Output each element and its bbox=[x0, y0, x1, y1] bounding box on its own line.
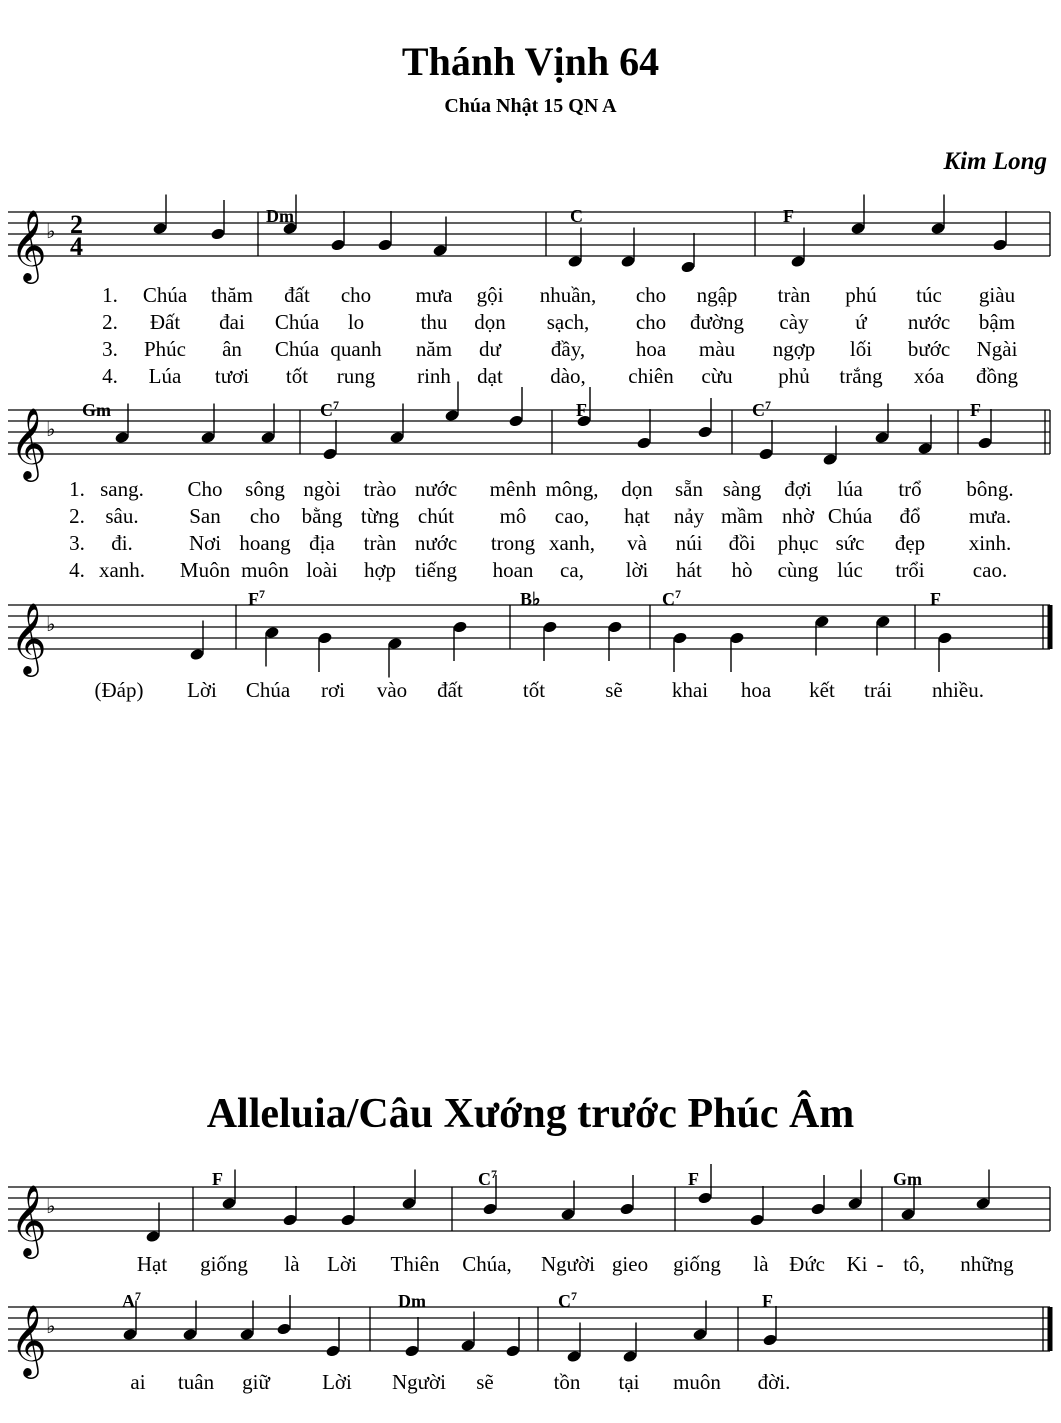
lyric-syllable: lúa bbox=[837, 477, 863, 501]
lyric-syllable: (Đáp) bbox=[94, 678, 144, 702]
lyric-syllable: Muôn bbox=[179, 558, 231, 582]
lyric-syllable: bậm bbox=[978, 310, 1016, 334]
lyric-syllable: núi bbox=[675, 531, 703, 555]
page-title: Thánh Vịnh 64 bbox=[401, 39, 660, 84]
lyric-syllable: hát bbox=[676, 558, 702, 582]
chord-symbol: C bbox=[570, 206, 583, 226]
page-subtitle: Chúa Nhật 15 QN A bbox=[444, 95, 617, 117]
lyric-syllable: mênh bbox=[489, 477, 537, 501]
lyric-syllable: trổ bbox=[898, 477, 922, 501]
alleluia-title: Alleluia/Câu Xướng trước Phúc Âm bbox=[206, 1091, 855, 1137]
lyric-syllable: Nơi bbox=[188, 531, 222, 555]
lyric-syllable: kết bbox=[809, 678, 835, 702]
treble-clef-icon: 𝄞 bbox=[10, 406, 47, 479]
lyric-syllable: sạch, bbox=[546, 310, 590, 334]
lyric-syllable: lời bbox=[625, 558, 649, 582]
lyric-syllable: tươi bbox=[214, 364, 250, 388]
lyric-syllable: túc bbox=[916, 283, 942, 307]
lyric-syllable: 2. bbox=[69, 504, 85, 528]
lyric-syllable: hoang bbox=[239, 531, 291, 555]
chord-symbol: F bbox=[783, 206, 794, 226]
lyric-syllable: loài bbox=[306, 558, 338, 582]
lyric-syllable: năm bbox=[415, 337, 453, 361]
lyric-syllable: cao. bbox=[972, 558, 1008, 582]
lyric-syllable: dư bbox=[479, 337, 501, 361]
lyric-syllable: bằng bbox=[301, 504, 343, 528]
lyric-syllable: Người bbox=[392, 1370, 446, 1394]
lyric-syllable: 1. bbox=[102, 283, 118, 307]
lyric-syllable: là bbox=[284, 1252, 300, 1276]
lyric-syllable: phủ bbox=[778, 364, 810, 388]
lyric-syllable: sông bbox=[245, 477, 285, 501]
time-signature-top: 2 bbox=[70, 210, 83, 239]
alleluia-staff-system-1 bbox=[0, 1165, 1061, 1285]
lyric-syllable: rung bbox=[336, 364, 376, 388]
lyric-syllable: tô, bbox=[903, 1252, 925, 1276]
lyric-syllable: - bbox=[876, 1252, 884, 1276]
lyric-syllable: mầm bbox=[721, 504, 763, 528]
lyric-syllable: đai bbox=[219, 310, 245, 334]
psalm-response-staff bbox=[0, 585, 1061, 705]
lyric-syllable: cừu bbox=[701, 364, 733, 388]
chord-symbol: $A^7$ bbox=[122, 1289, 141, 1311]
lyric-syllable: Lời bbox=[327, 1252, 357, 1276]
lyric-syllable: Người bbox=[541, 1252, 595, 1276]
treble-clef-icon: 𝄞 bbox=[10, 1303, 47, 1376]
lyric-syllable: 3. bbox=[102, 337, 118, 361]
lyric-syllable: phú bbox=[845, 283, 877, 307]
lyric-syllable: màu bbox=[698, 337, 736, 361]
lyric-syllable: cày bbox=[779, 310, 809, 334]
lyric-syllable: nước bbox=[414, 531, 458, 555]
lyric-syllable: Lời bbox=[322, 1370, 352, 1394]
lyric-syllable: từng bbox=[360, 504, 400, 528]
lyric-syllable: xanh, bbox=[548, 531, 596, 555]
lyric-syllable: dạt bbox=[477, 364, 503, 388]
lyric-syllable: lo bbox=[347, 310, 365, 334]
chord-symbol: F bbox=[930, 589, 941, 609]
lyric-syllable: nhờ bbox=[781, 504, 815, 528]
chord-symbol: $C^7$ bbox=[478, 1167, 497, 1189]
lyric-syllable: 2. bbox=[102, 310, 118, 334]
psalm-staff-system-2 bbox=[0, 388, 1061, 588]
lyric-syllable: ngập bbox=[696, 283, 738, 307]
lyric-syllable: hạt bbox=[624, 504, 650, 528]
lyric-syllable: vào bbox=[376, 678, 408, 702]
lyric-syllable: đường bbox=[690, 310, 744, 334]
chord-symbol: F bbox=[212, 1169, 223, 1189]
lyric-syllable: hò bbox=[731, 558, 753, 582]
lyric-syllable: đất bbox=[284, 283, 310, 307]
lyric-syllable: giống bbox=[673, 1252, 721, 1276]
key-flat-icon: ♭ bbox=[46, 1314, 56, 1338]
lyric-syllable: mưa bbox=[415, 283, 453, 307]
chord-symbol: $C^7$ bbox=[752, 398, 771, 420]
lyric-syllable: xóa bbox=[913, 364, 945, 388]
lyric-syllable: dào, bbox=[550, 364, 586, 388]
lyric-syllable: đồng bbox=[976, 364, 1018, 388]
lyric-syllable: Hạt bbox=[136, 1252, 168, 1276]
lyric-syllable: trắng bbox=[839, 364, 883, 388]
lyric-syllable: khai bbox=[671, 678, 709, 702]
chord-symbol: Gm bbox=[82, 400, 111, 420]
lyric-syllable: sẵn bbox=[675, 477, 703, 501]
lyric-syllable: đời. bbox=[757, 1370, 791, 1394]
chord-symbol: F bbox=[688, 1169, 699, 1189]
lyric-syllable: cùng bbox=[777, 558, 819, 582]
lyric-syllable: trào bbox=[363, 477, 397, 501]
lyric-syllable: nhuần, bbox=[539, 283, 597, 307]
lyric-syllable: Chúa bbox=[142, 283, 188, 307]
lyric-syllable: lối bbox=[849, 337, 873, 361]
lyric-syllable: cao, bbox=[554, 504, 590, 528]
chord-symbol: $C^7$ bbox=[662, 587, 681, 609]
lyric-syllable: cho bbox=[249, 504, 281, 528]
psalm-staff-system-1 bbox=[0, 200, 1061, 400]
lyric-syllable: ứ bbox=[855, 310, 867, 334]
chord-symbol: F bbox=[576, 400, 587, 420]
lyric-syllable: tuân bbox=[177, 1370, 215, 1394]
chord-symbol: F bbox=[970, 400, 981, 420]
key-flat-icon: ♭ bbox=[46, 612, 56, 636]
lyric-syllable: Lời bbox=[187, 678, 217, 702]
lyric-syllable: xanh. bbox=[98, 558, 146, 582]
lyric-syllable: Đức bbox=[789, 1252, 825, 1276]
lyric-syllable: chiên bbox=[628, 364, 674, 388]
lyric-syllable: hoan bbox=[492, 558, 534, 582]
lyric-syllable: những bbox=[960, 1252, 1014, 1276]
chord-symbol: $C^7$ bbox=[558, 1289, 577, 1311]
lyric-syllable: trái bbox=[864, 678, 892, 702]
lyric-syllable: đất bbox=[437, 678, 463, 702]
lyric-syllable: và bbox=[627, 531, 647, 555]
lyric-syllable: tại bbox=[618, 1370, 640, 1394]
lyric-syllable: mô bbox=[499, 504, 527, 528]
lyric-syllable: là bbox=[753, 1252, 769, 1276]
lyric-syllable: bước bbox=[907, 337, 951, 361]
lyric-syllable: hoa bbox=[635, 337, 667, 361]
lyric-syllable: đợi bbox=[784, 477, 812, 501]
lyric-syllable: 4. bbox=[69, 558, 85, 582]
lyric-syllable: rinh bbox=[417, 364, 451, 388]
chord-symbol: $F^7$ bbox=[248, 587, 265, 609]
lyric-syllable: ca, bbox=[560, 558, 584, 582]
chord-symbol: Gm bbox=[893, 1169, 922, 1189]
lyric-syllable: đổ bbox=[899, 504, 921, 528]
lyric-syllable: nước bbox=[907, 310, 951, 334]
lyric-syllable: xinh. bbox=[968, 531, 1012, 555]
lyric-syllable: bông. bbox=[966, 477, 1014, 501]
lyric-syllable: gội bbox=[476, 283, 504, 307]
lyric-syllable: giàu bbox=[978, 283, 1016, 307]
lyric-syllable: Đất bbox=[149, 310, 181, 334]
alleluia-staff-system-2 bbox=[0, 1285, 1061, 1405]
lyric-syllable: đồi bbox=[728, 531, 756, 555]
lyric-syllable: ân bbox=[222, 337, 242, 361]
lyric-syllable: đi. bbox=[111, 531, 133, 555]
lyric-syllable: tràn bbox=[777, 283, 811, 307]
lyric-syllable: ai bbox=[130, 1370, 146, 1394]
lyric-syllable: Thiên bbox=[390, 1252, 440, 1276]
lyric-syllable: Chúa bbox=[245, 678, 291, 702]
lyric-syllable: San bbox=[189, 504, 221, 528]
treble-clef-icon: 𝄞 bbox=[10, 1183, 47, 1256]
lyric-syllable: 1. bbox=[69, 477, 85, 501]
lyric-syllable: Cho bbox=[187, 477, 223, 501]
lyric-syllable: cho bbox=[340, 283, 372, 307]
lyric-syllable: nhiều. bbox=[932, 678, 984, 702]
chord-symbol: Dm bbox=[398, 1291, 426, 1311]
lyric-syllable: Ngài bbox=[976, 337, 1018, 361]
lyric-syllable: Chúa bbox=[274, 337, 320, 361]
lyric-syllable: tồn bbox=[553, 1370, 581, 1394]
lyric-syllable: phục bbox=[777, 531, 819, 555]
chord-symbol: Dm bbox=[266, 206, 294, 226]
lyric-syllable: tiếng bbox=[415, 558, 457, 582]
lyric-syllable: tốt bbox=[285, 364, 309, 388]
lyric-syllable: nảy bbox=[673, 504, 705, 528]
lyric-syllable: trổi bbox=[895, 558, 925, 582]
lyric-syllable: mưa. bbox=[968, 504, 1012, 528]
key-flat-icon: ♭ bbox=[46, 1194, 56, 1218]
lyric-syllable: sâu. bbox=[105, 504, 139, 528]
lyric-syllable: giữ bbox=[242, 1370, 270, 1394]
lyric-syllable: sang. bbox=[100, 477, 144, 501]
lyric-syllable: dọn bbox=[474, 310, 506, 334]
lyric-syllable: quanh bbox=[330, 337, 382, 361]
lyric-syllable: chút bbox=[417, 504, 455, 528]
lyric-syllable: tốt bbox=[522, 678, 546, 702]
lyric-syllable: mông, bbox=[545, 477, 599, 501]
lyric-syllable: muôn bbox=[241, 558, 289, 582]
lyric-syllable: Ki bbox=[846, 1252, 868, 1276]
lyric-syllable: hoa bbox=[740, 678, 772, 702]
lyric-syllable: muôn bbox=[673, 1370, 721, 1394]
lyric-syllable: dọn bbox=[621, 477, 653, 501]
lyric-syllable: thu bbox=[420, 310, 448, 334]
lyric-syllable: đẹp bbox=[894, 531, 926, 555]
lyric-syllable: Phúc bbox=[144, 337, 186, 361]
lyric-syllable: trong bbox=[490, 531, 536, 555]
lyric-syllable: lúc bbox=[837, 558, 863, 582]
lyric-syllable: sẽ bbox=[476, 1370, 494, 1394]
key-flat-icon: ♭ bbox=[46, 219, 56, 243]
lyric-syllable: tràn bbox=[363, 531, 397, 555]
lyric-syllable: ngợp bbox=[772, 337, 816, 361]
lyric-syllable: Chúa bbox=[827, 504, 873, 528]
chord-symbol: B♭ bbox=[520, 589, 541, 609]
lyric-syllable: giống bbox=[200, 1252, 248, 1276]
lyric-syllable: hợp bbox=[363, 558, 397, 582]
lyric-syllable: cho bbox=[635, 310, 667, 334]
treble-clef-icon: 𝄞 bbox=[10, 601, 47, 674]
lyric-syllable: Lúa bbox=[148, 364, 182, 388]
composer-name: Kim Long bbox=[943, 148, 1047, 175]
lyric-syllable: cho bbox=[635, 283, 667, 307]
lyric-syllable: 3. bbox=[69, 531, 85, 555]
lyric-syllable: sàng bbox=[722, 477, 762, 501]
lyric-syllable: rơi bbox=[321, 678, 345, 702]
lyric-syllable: gieo bbox=[611, 1252, 649, 1276]
lyric-syllable: Chúa bbox=[274, 310, 320, 334]
time-signature-bottom: 4 bbox=[70, 232, 83, 261]
chord-symbol: $C^7$ bbox=[320, 398, 339, 420]
chord-symbol: F bbox=[762, 1291, 773, 1311]
lyric-syllable: sức bbox=[835, 531, 865, 555]
treble-clef-icon: 𝄞 bbox=[10, 208, 47, 281]
lyric-syllable: ngòi bbox=[303, 477, 341, 501]
lyric-syllable: địa bbox=[309, 531, 335, 555]
lyric-syllable: sẽ bbox=[605, 678, 623, 702]
lyric-syllable: 4. bbox=[102, 364, 118, 388]
lyric-syllable: đầy, bbox=[550, 337, 586, 361]
lyric-syllable: nước bbox=[414, 477, 458, 501]
lyric-syllable: thăm bbox=[211, 283, 253, 307]
key-flat-icon: ♭ bbox=[46, 417, 56, 441]
lyric-syllable: Chúa, bbox=[462, 1252, 512, 1276]
